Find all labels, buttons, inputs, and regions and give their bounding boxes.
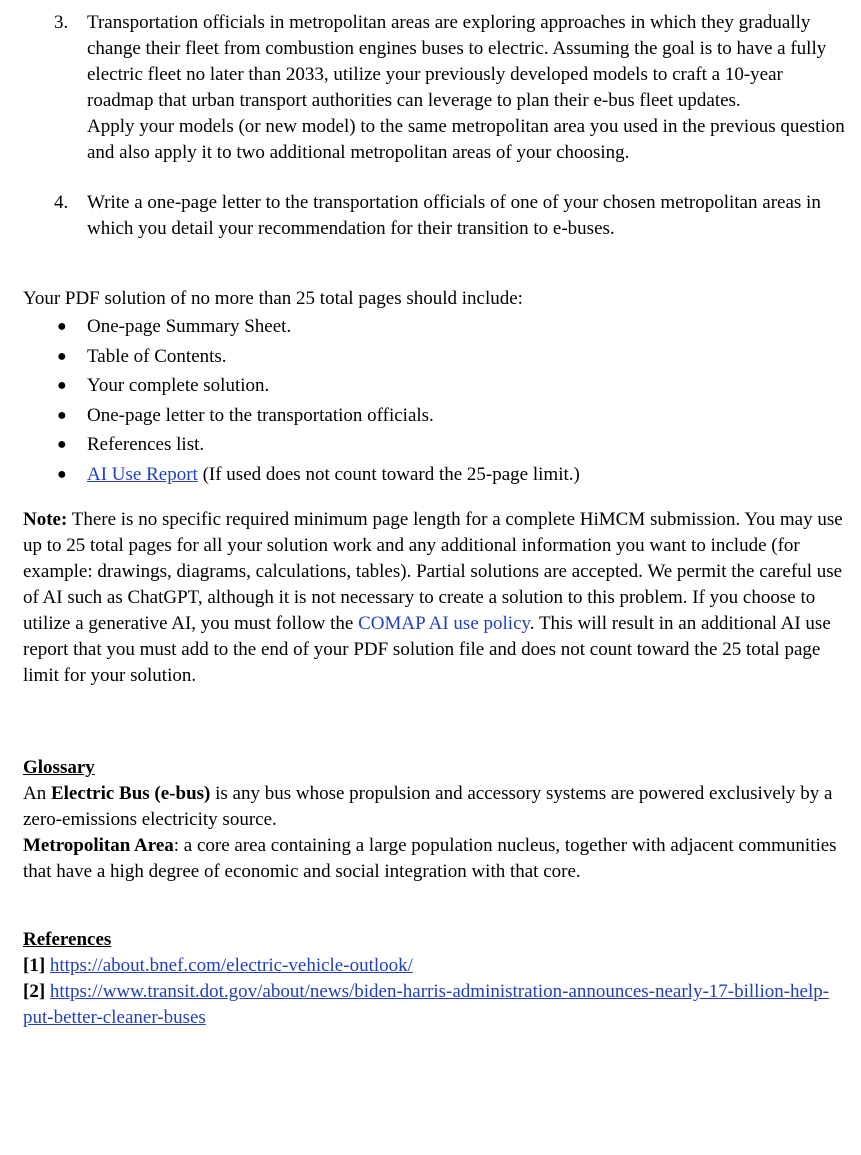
definition-prefix: An xyxy=(23,783,51,804)
bullet-icon: ● xyxy=(57,347,67,365)
list-item xyxy=(23,460,851,490)
ai-use-report-link[interactable]: AI Use Report xyxy=(87,463,198,485)
item-paragraph: Transportation officials in metropolitan areas are exploring approaches in which they gradually change their fleet from combustion engines buses to electric. Assuming the goal is to have a fully electric fleet no later than 2033, utilize your previously developed models to craft a 10-year roadmap that urban transport authorities can leverage to plan their e-bus fleet updates. xyxy=(87,12,827,111)
question-item-3 xyxy=(23,10,851,166)
note-paragraph xyxy=(23,507,851,689)
comap-ai-policy-link[interactable]: COMAP AI use policy xyxy=(358,613,530,634)
item-paragraph: Apply your models (or new model) to the same metropolitan area you used in the previous question and also apply it to two additional metropolitan areas of your choosing. xyxy=(87,116,845,163)
glossary-metro-definition xyxy=(23,833,851,885)
glossary-section xyxy=(23,755,851,885)
list-item-text: One-page letter to the transportation officials. xyxy=(87,404,434,426)
reference-link[interactable]: https://about.bnef.com/electric-vehicle-outlook/ xyxy=(49,955,413,976)
definition-text: : a core area containing a large population nucleus, together with adjacent communities that have a high degree of economic and social integration with that core. xyxy=(23,835,837,882)
item-paragraph: Write a one-page letter to the transportation officials of one of your chosen metropolitan areas in which you detail your recommendation for their transition to e-buses. xyxy=(87,192,821,239)
note-text: There is no specific required minimum page length for a complete HiMCM submission. You may use up to 25 total pages for all your solution work and any additional information you want to include (for example: drawings, diagrams, calculations, tables). Partial solutions are accepted. We permit the careful use of AI such as ChatGPT, although it is not necessary to create a solution to this problem. If you choose to utilize a generative AI, you must follow the xyxy=(23,509,843,634)
requirements-intro: Your PDF solution of no more than 25 total pages should include: xyxy=(23,288,523,309)
list-item xyxy=(23,342,851,372)
list-item-text: One-page Summary Sheet. xyxy=(87,316,292,337)
list-item-text: (If used does not count toward the 25-page limit.) xyxy=(197,463,580,485)
bullet-icon: ● xyxy=(57,436,67,453)
bullet-icon: ● xyxy=(57,465,67,483)
note-text: . This will result in an additional AI use report that you must add to the end of your PDF solution file and does not count toward the 25 total page limit for your solution. xyxy=(23,613,831,686)
reference-item xyxy=(23,979,851,1031)
definition-term: Metropolitan Area xyxy=(23,835,174,856)
bullet-icon: ● xyxy=(57,318,67,335)
reference-link[interactable]: https://www.transit.dot.gov/about/news/biden-harris-administration-announces-nearly-17-billion-help-put-better-cleaner-buses xyxy=(23,981,830,1028)
requirements-list xyxy=(23,312,851,489)
list-item xyxy=(23,430,851,460)
reference-item xyxy=(23,953,851,979)
reference-label: [1] xyxy=(23,955,46,976)
definition-term: Electric Bus (e-bus) xyxy=(50,783,211,804)
requirements-section xyxy=(23,286,851,489)
list-item-text: Table of Contents. xyxy=(87,345,227,367)
bullet-icon: ● xyxy=(57,377,67,394)
bullet-icon: ● xyxy=(57,406,67,424)
note-label: Note: xyxy=(23,509,68,530)
list-item xyxy=(23,312,851,342)
glossary-heading: Glossary xyxy=(23,757,95,778)
list-item xyxy=(23,371,851,401)
reference-label: [2] xyxy=(23,981,46,1002)
glossary-ebus-definition xyxy=(23,781,851,833)
item-number: 4. xyxy=(54,192,69,213)
document-page xyxy=(23,10,851,1031)
item-number: 3. xyxy=(54,12,69,33)
list-item-text: References list. xyxy=(87,434,205,455)
list-item xyxy=(23,401,851,431)
question-item-4 xyxy=(23,190,851,242)
list-item-text: Your complete solution. xyxy=(87,375,270,396)
references-heading: References xyxy=(23,929,112,950)
definition-text: is any bus whose propulsion and accessory systems are powered exclusively by a zero-emissions electricity source. xyxy=(23,783,833,830)
references-section xyxy=(23,927,851,1031)
